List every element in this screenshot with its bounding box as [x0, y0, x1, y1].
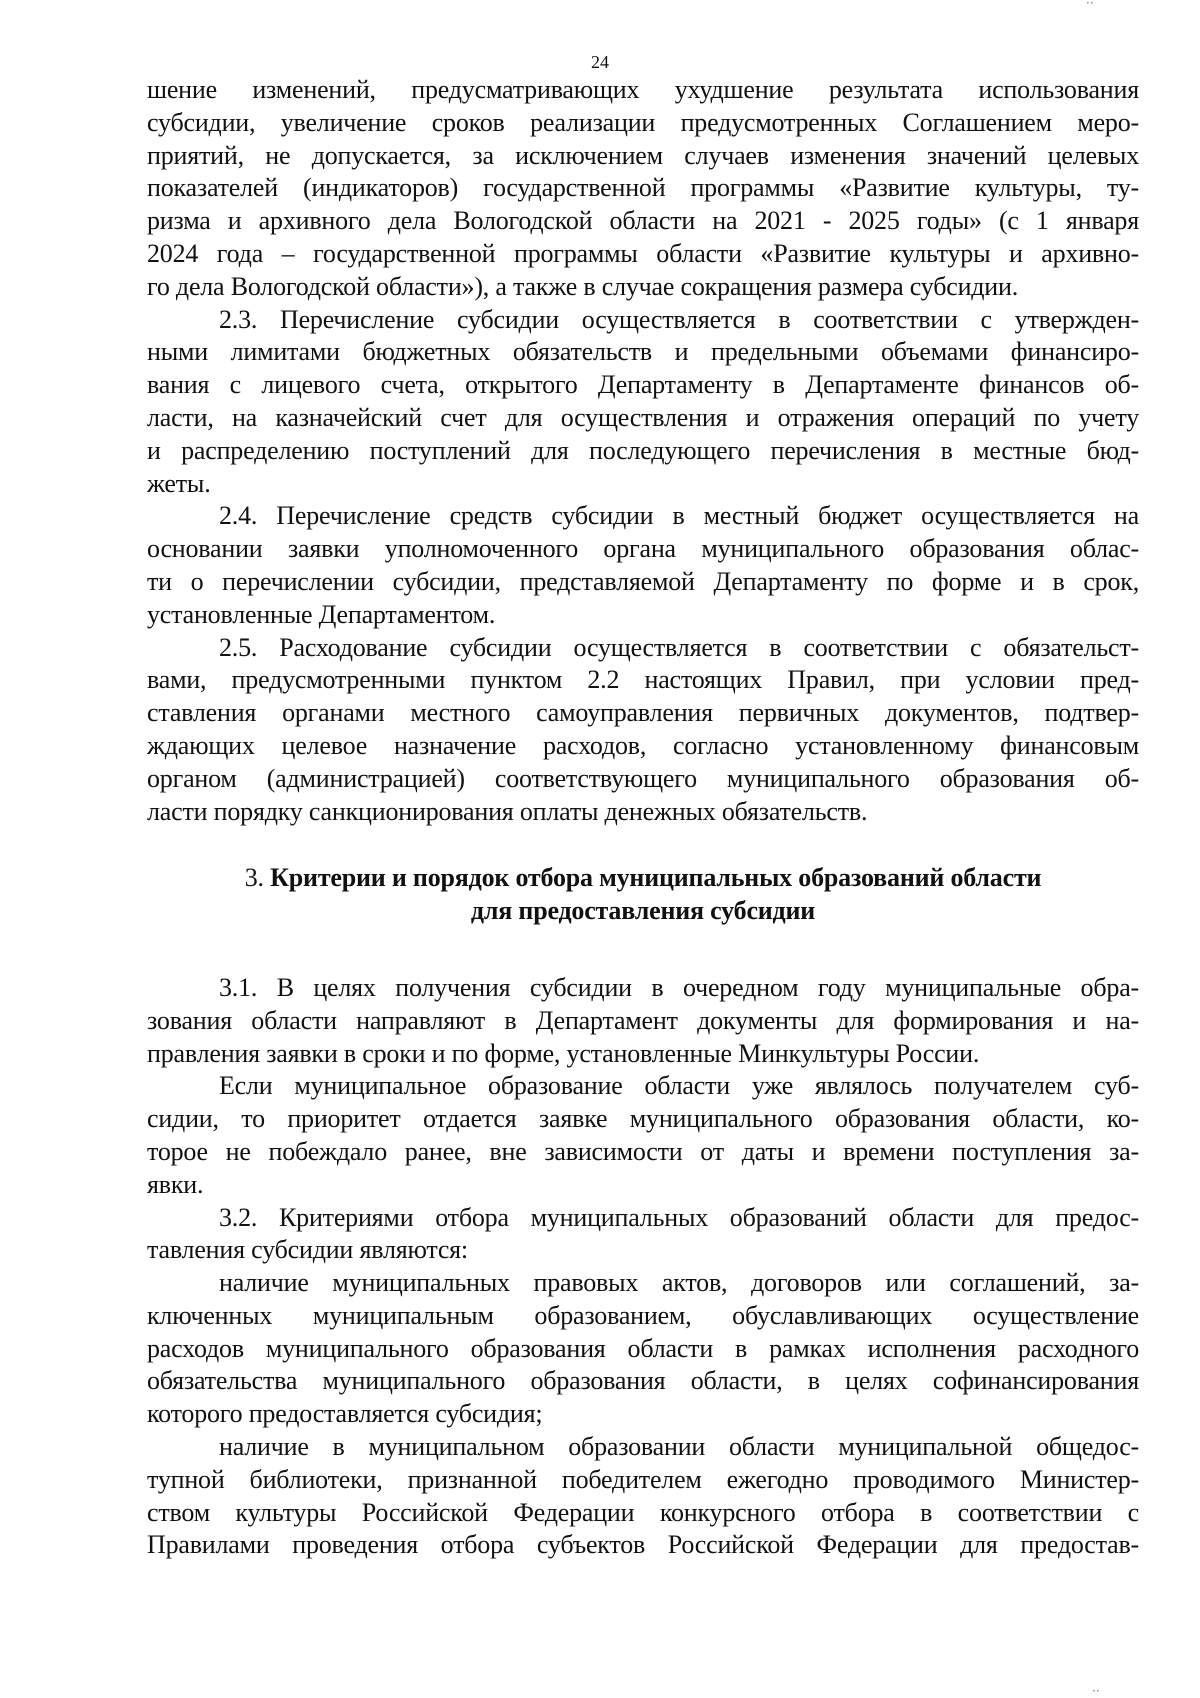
page-number: 24 [591, 52, 609, 72]
text-line: тупной библиотеки, признанной победителем ежегодно проводимого Министер- [147, 1464, 1139, 1494]
text-line: обязательства муниципального образования области, в целях софинансирования [147, 1366, 1139, 1396]
text-line: наличие муниципальных правовых актов, договоров или соглашений, за- [219, 1268, 1139, 1298]
text-line: шение изменений, предусматривающих ухудшение результата использования [147, 75, 1139, 104]
text-line: явки. [147, 1169, 204, 1199]
text-line: ти о перечислении субсидии, представляемой Департаменту по форме и в срок, [147, 566, 1139, 596]
text-line: приятий, не допускается, за исключением случаев изменения значений целевых [147, 140, 1139, 170]
text-line: ласти порядку санкционирования оплаты денежных обязательств. [147, 796, 868, 826]
text-line: жеты. [147, 468, 211, 498]
text-line: ключенных муниципальным образованием, обуславливающих осуществление [147, 1300, 1139, 1330]
text-line: правления заявки в сроки и по форме, установленные Минкультуры России. [147, 1038, 980, 1068]
text-line: 2.3. Перечисление субсидии осуществляется в соответствии с утвержден- [219, 304, 1139, 334]
text-line: органом (администрацией) соответствующего муниципального образования об- [147, 763, 1139, 793]
document-body [147, 74, 1139, 1562]
text-line: зования области направляют в Департамент документы для формирования и на- [147, 1005, 1139, 1035]
section-number: 3. [244, 863, 264, 893]
section-title-line-1: Критерии и порядок отбора муниципальных образований области [270, 863, 1042, 893]
text-line: вами, предусмотренными пунктом 2.2 настоящих Правил, при условии пред- [147, 665, 1139, 695]
paragraph-3-2 [147, 1202, 1139, 1268]
paragraph-2-3 [147, 304, 1139, 501]
paragraph-3-2-criterion-2 [147, 1431, 1139, 1562]
text-line: 3.1. В целях получения субсидии в очередном году муниципальные обра- [219, 972, 1139, 1002]
text-line: ждающих целевое назначение расходов, согласно установленному финансовым [147, 730, 1139, 760]
section-heading [147, 862, 1139, 928]
scan-artifact-top-right: ·· [1086, 0, 1094, 10]
text-line: торое не побеждало ранее, вне зависимости от даты и времени поступления за- [147, 1136, 1139, 1166]
text-line: Если муниципальное образование области уже являлось получателем суб- [219, 1071, 1139, 1101]
continuation-paragraph [147, 74, 1139, 304]
paragraph-3-2-criterion-1 [147, 1267, 1139, 1431]
text-line: расходов муниципального образования области в рамках исполнения расходного [147, 1333, 1139, 1363]
paragraph-2-5 [147, 632, 1139, 829]
text-line: и распределению поступлений для последующего перечисления в местные бюд- [147, 435, 1139, 465]
section-title-line-2: для предоставления субсидии [470, 896, 816, 926]
scan-artifact-bottom-right: ·· [1092, 1684, 1100, 1698]
text-line: установленные Департаментом. [147, 599, 496, 629]
text-line: ласти, на казначейский счет для осуществления и отражения операций по учету [147, 402, 1139, 432]
paragraph-3-1-continued [147, 1070, 1139, 1201]
text-line: ством культуры Российской Федерации конкурсного отбора в соответствии с [147, 1497, 1139, 1527]
paragraph-2-4 [147, 500, 1139, 631]
text-line: сидии, то приоритет отдается заявке муниципального образования области, ко- [147, 1104, 1139, 1134]
text-line: субсидии, увеличение сроков реализации предусмотренных Соглашением меро- [147, 107, 1139, 137]
text-line: ными лимитами бюджетных обязательств и предельными объемами финансиро- [147, 337, 1139, 367]
text-line: наличие в муниципальном образовании области муниципальной общедос- [219, 1432, 1139, 1462]
text-line: ставления органами местного самоуправления первичных документов, подтвер- [147, 698, 1139, 728]
text-line: го дела Вологодской области»), а также в случае сокращения размера субсидии. [147, 271, 1019, 301]
text-line: Правилами проведения отбора субъектов Российской Федерации для предостав- [147, 1530, 1139, 1560]
text-line: тавления субсидии являются: [147, 1235, 468, 1265]
text-line: 2.5. Расходование субсидии осуществляется в соответствии с обязательст- [219, 632, 1139, 662]
paragraph-3-1 [147, 972, 1139, 1070]
text-line: ризма и архивного дела Вологодской области на 2021 - 2025 годы» (с 1 января [147, 206, 1139, 236]
text-line: 2024 года – государственной программы области «Развитие культуры и архивно- [147, 238, 1139, 268]
text-line: показателей (индикаторов) государственной программы «Развитие культуры, ту- [147, 173, 1139, 203]
text-line: основании заявки уполномоченного органа муниципального образования облас- [147, 534, 1139, 564]
text-line: вания с лицевого счета, открытого Департаменту в Департаменте финансов об- [147, 370, 1139, 400]
text-line: 2.4. Перечисление средств субсидии в местный бюджет осуществляется на [219, 501, 1139, 531]
text-line: 3.2. Критериями отбора муниципальных образований области для предос- [219, 1202, 1139, 1232]
text-line: которого предоставляется субсидия; [147, 1399, 543, 1429]
